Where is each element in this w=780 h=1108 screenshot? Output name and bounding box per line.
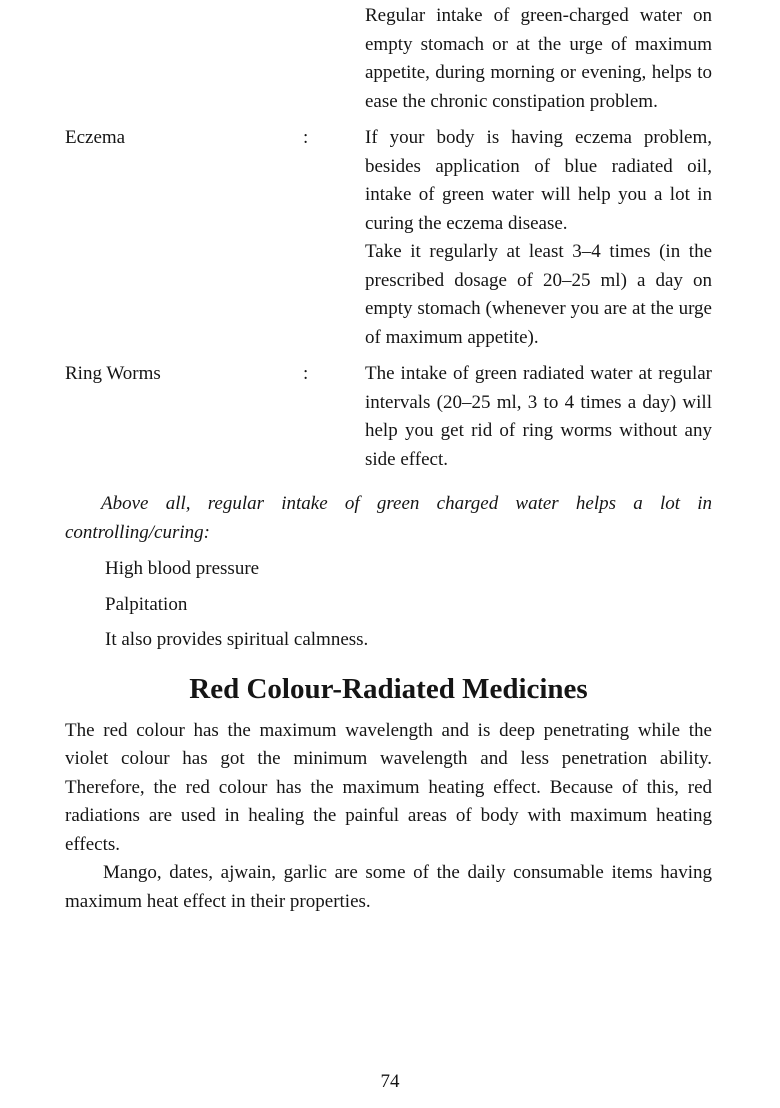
section-heading-red-colour-radiated-medicines: Red Colour-Radiated Medicines xyxy=(189,672,588,705)
benefit-spiritual-calmness: It also provides spiritual calmness. xyxy=(105,629,369,650)
eczema-paragraph-1: If your body is having eczema problem, besides application of blue radiated oil, intake of green water will help you a lot in curing the eczema disease. xyxy=(365,127,712,234)
definition-eczema-text xyxy=(365,124,712,352)
definition-ring-worms-text xyxy=(365,360,712,474)
green-water-note: Above all, regular intake of green charged water helps a lot in controlling/curing: xyxy=(65,493,712,543)
term-eczema: Eczema xyxy=(65,127,126,148)
definition-entry-ring-worms xyxy=(65,360,712,474)
benefit-palpitation: Palpitation xyxy=(105,593,188,615)
red-colour-paragraph-2: Mango, dates, ajwain, garlic are some of the daily consumable items having maximum heat effect in their properties. xyxy=(65,862,712,912)
section-body xyxy=(65,717,712,917)
eczema-paragraph-2: Take it regularly at least 3–4 times (in the prescribed dosage of 20–25 ml) a day on empty stomach (whenever you are at the urge of maximum appetite). xyxy=(365,241,712,348)
colon-separator: : xyxy=(303,363,309,384)
term-ring-worms: Ring Worms xyxy=(65,363,161,384)
ring-worms-paragraph: The intake of green radiated water at regular intervals (20–25 ml, 3 to 4 times a day) will help you get rid of ring worms without any side effect. xyxy=(365,363,712,470)
page-content xyxy=(65,2,712,916)
colon-separator: : xyxy=(303,127,309,148)
benefit-high-blood-pressure: High blood pressure xyxy=(105,558,260,579)
red-colour-paragraph-1: The red colour has the maximum wavelength and is deep penetrating while the violet colour has got the minimum wavelength and less penetration ability. Therefore, the red colour has the maximum heating effect. Because of this, red radiations are used in healing the painful areas of body with maximum heating effects. xyxy=(65,719,712,855)
page-number: 74 xyxy=(380,1070,400,1092)
definition-entry-eczema xyxy=(65,124,712,352)
constipation-continuation-paragraph: Regular intake of green-charged water on empty stomach or at the urge of maximum appetite, during morning or evening, helps to ease the chronic constipation problem. xyxy=(365,5,712,112)
benefits-list xyxy=(105,555,712,655)
